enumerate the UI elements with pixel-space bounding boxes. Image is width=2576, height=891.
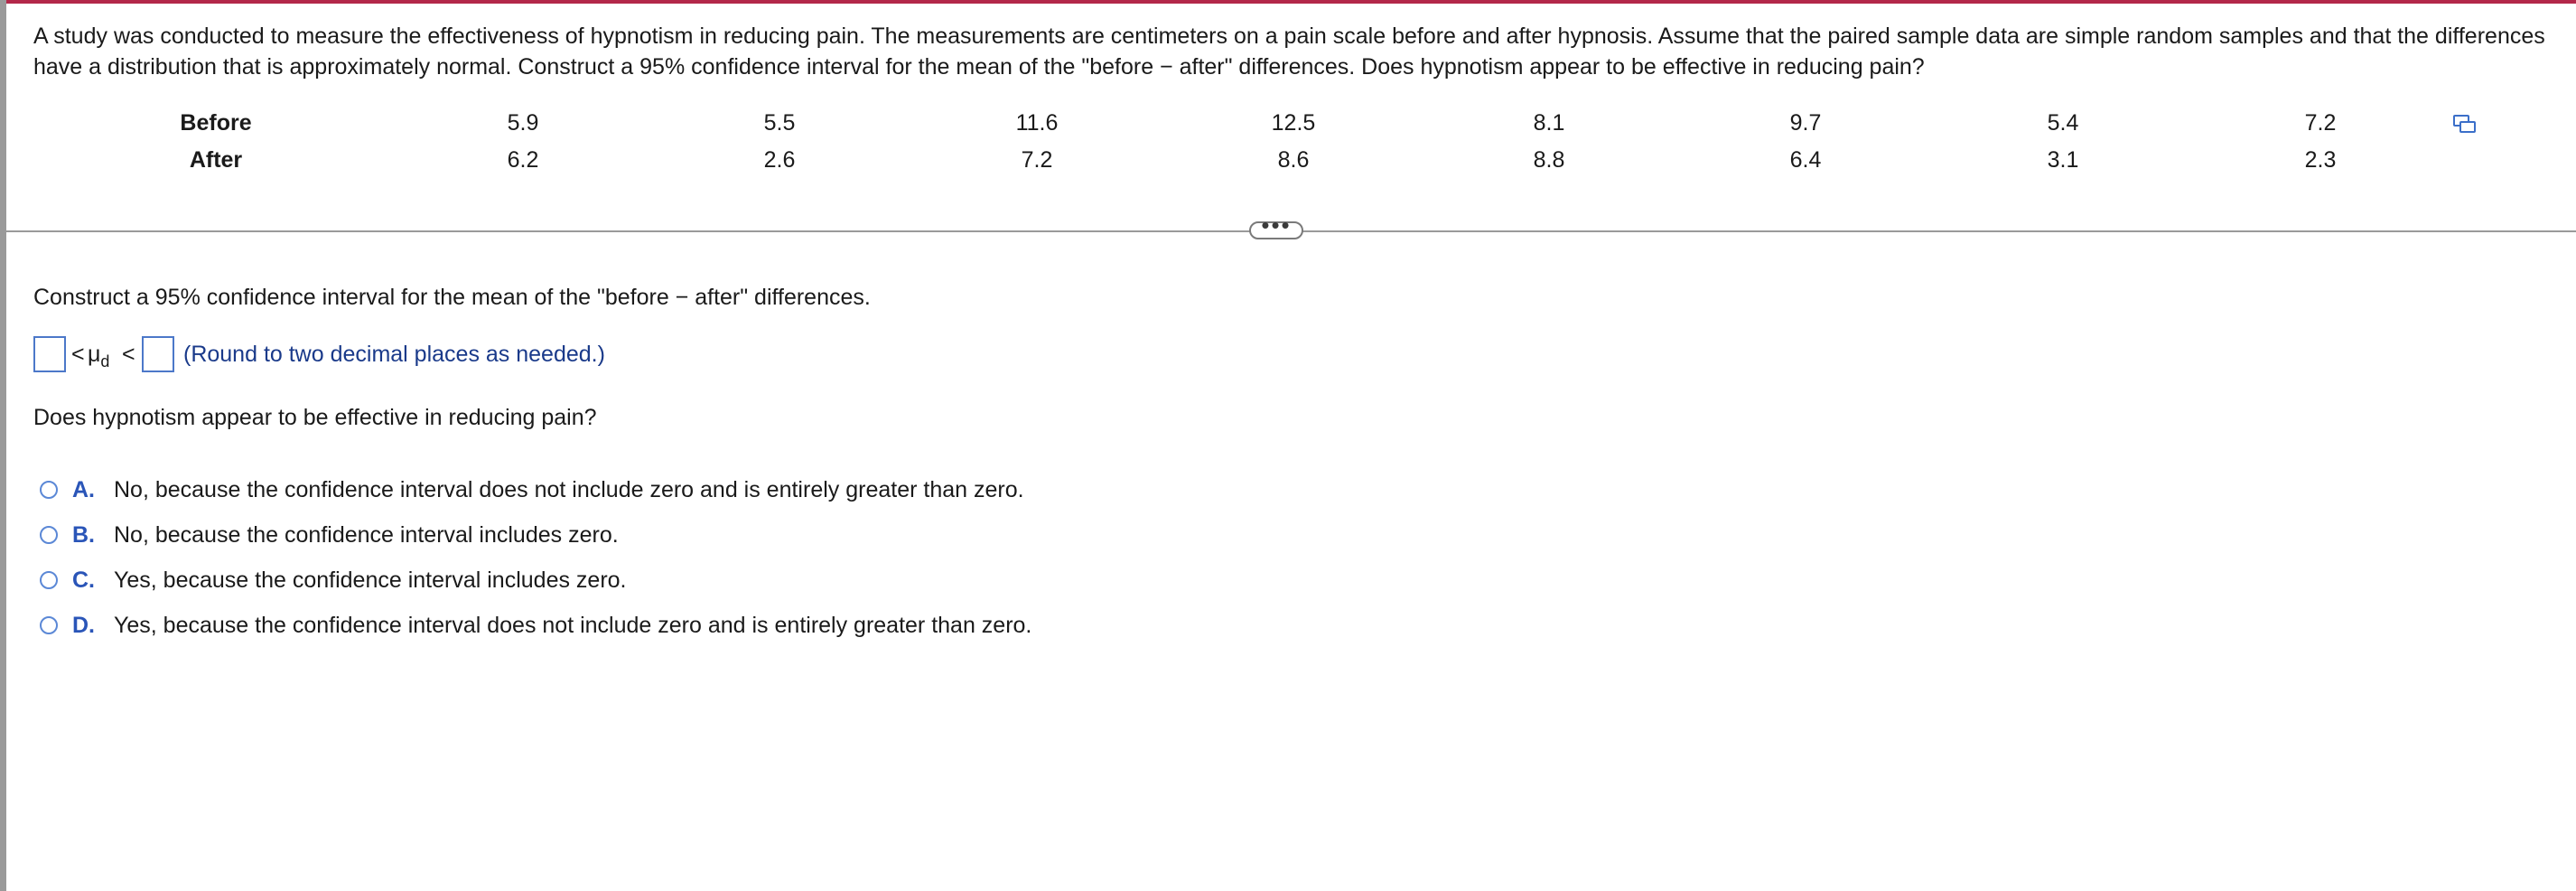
before-value: 5.9 xyxy=(507,110,539,136)
radio-button[interactable] xyxy=(40,571,58,589)
option-text: No, because the confidence interval does not include zero and is entirely greater than zero. xyxy=(114,477,1024,502)
less-than-symbol: < xyxy=(122,342,135,367)
radio-button[interactable] xyxy=(40,616,58,634)
less-than-symbol: < xyxy=(71,342,85,367)
option-letter: B. xyxy=(72,522,95,548)
option-d[interactable] xyxy=(36,607,1301,643)
after-row xyxy=(0,142,2576,178)
upper-bound-input[interactable] xyxy=(142,336,174,372)
lower-bound-input[interactable] xyxy=(33,336,66,372)
mu-subscript: d xyxy=(100,352,110,370)
option-text: Yes, because the confidence interval does not include zero and is entirely greater than zero. xyxy=(114,613,1032,638)
option-letter: D. xyxy=(72,613,95,638)
option-c[interactable] xyxy=(36,562,1301,598)
option-a[interactable] xyxy=(36,472,1301,508)
ellipsis-icon: ••• xyxy=(1261,211,1292,239)
option-letter: A. xyxy=(72,477,95,502)
before-value: 11.6 xyxy=(1015,110,1059,136)
option-b[interactable] xyxy=(36,517,1301,553)
before-value: 9.7 xyxy=(1789,110,1822,136)
option-text: No, because the confidence interval includes zero. xyxy=(114,522,619,548)
mu-d-symbol xyxy=(88,339,109,377)
after-value: 6.2 xyxy=(507,147,539,173)
problem-statement: A study was conducted to measure the effectiveness of hypnotism in reducing pain. The measurements are centimeters on a pain scale before and after hypnosis. Assume that the paired sample data are simple random samples and that the differences have a distribution that is approximately normal. Construct a 95% confidence interval for the mean of the "before − after" differences. Does hypnotism appear to be effective in reducing pain? xyxy=(33,23,2545,80)
part2-question: Does hypnotism appear to be effective in reducing pain? xyxy=(33,405,597,430)
after-value: 8.6 xyxy=(1277,147,1310,173)
before-value: 8.1 xyxy=(1533,110,1565,136)
radio-button[interactable] xyxy=(40,526,58,544)
expand-button[interactable] xyxy=(1249,211,1303,239)
paired-data-table xyxy=(0,105,2576,186)
top-accent-border xyxy=(0,0,2576,4)
after-label: After xyxy=(189,147,243,173)
before-value: 5.5 xyxy=(763,110,796,136)
rounding-note: (Round to two decimal places as needed.) xyxy=(183,342,605,367)
before-value: 5.4 xyxy=(2047,110,2079,136)
after-value: 7.2 xyxy=(1021,147,1053,173)
before-value: 7.2 xyxy=(2304,110,2337,136)
option-text: Yes, because the confidence interval includes zero. xyxy=(114,567,627,593)
after-value: 2.3 xyxy=(2304,147,2337,173)
before-label: Before xyxy=(180,110,252,136)
part1-question: Construct a 95% confidence interval for the mean of the "before − after" differences. xyxy=(33,285,871,310)
mu-symbol: μ xyxy=(88,342,101,367)
after-value: 3.1 xyxy=(2047,147,2079,173)
after-value: 8.8 xyxy=(1533,147,1565,173)
copy-data-icon[interactable] xyxy=(2452,113,2478,135)
before-value: 12.5 xyxy=(1271,110,1316,136)
before-row xyxy=(0,105,2576,141)
after-value: 6.4 xyxy=(1789,147,1822,173)
radio-button[interactable] xyxy=(40,481,58,499)
after-value: 2.6 xyxy=(763,147,796,173)
confidence-interval-row xyxy=(33,336,756,374)
option-letter: C. xyxy=(72,567,95,593)
